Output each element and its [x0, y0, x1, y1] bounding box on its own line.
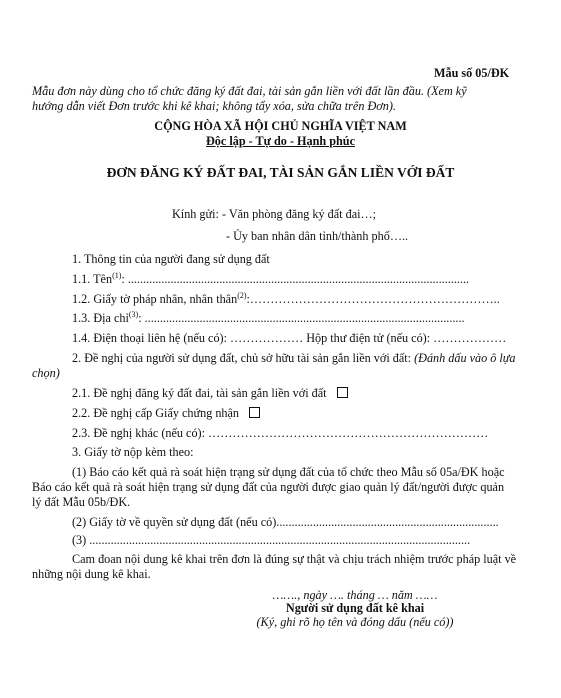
intro-line-2: hướng dẫn viết Đơn trước khi kê khai; không tẩy xóa, sửa chữa trên Đơn).	[32, 99, 396, 113]
attachment-1-line-1: (1) Báo cáo kết quả rà soát hiện trạng sử dụng đất của tổ chức theo Mẫu số 05a/ĐK hoặc	[72, 465, 505, 479]
section-3-title: 3. Giấy tờ nộp kèm theo:	[72, 445, 194, 459]
section-2-title-text: 2. Đề nghị của người sử dụng đất, chủ sở hữu tài sản gắn liền với đất:	[72, 351, 415, 365]
field-address-label: 1.3. Địa chỉ	[72, 311, 129, 325]
option-2-2-checkbox[interactable]	[249, 407, 260, 418]
section-1-title: 1. Thông tin của người đang sử dụng đất	[72, 252, 270, 266]
document-title: ĐƠN ĐĂNG KÝ ĐẤT ĐAI, TÀI SẢN GẮN LIỀN VỚI ĐẤT	[106, 165, 455, 180]
commitment-line-1: Cam đoan nội dung kê khai trên đơn là đúng sự thật và chịu trách nhiệm trước pháp luật về	[72, 552, 517, 566]
footnote-1: (1)	[112, 270, 122, 280]
option-2-2-label: 2.2. Đề nghị cấp Giấy chứng nhận	[72, 406, 240, 420]
footnote-3: (3)	[128, 309, 139, 319]
section-2-title-hint-cont: chọn)	[32, 366, 60, 380]
recipient-line-1: Kính gửi: - Văn phòng đăng ký đất đai…;	[172, 207, 377, 221]
signer-title: Người sử dụng đất kê khai	[285, 601, 425, 615]
field-legal-docs-row	[72, 292, 500, 307]
motto: Độc lập - Tự do - Hạnh phúc	[206, 134, 355, 148]
option-2-3-row[interactable]: 2.3. Đề nghị khác (nếu có): ……………………………………………………………	[72, 426, 489, 440]
form-code: Mẫu số 05/ĐK	[434, 66, 510, 80]
field-name-fill[interactable]: : ................................................................................................................	[121, 272, 470, 286]
option-2-2-row	[72, 406, 260, 421]
attachment-1-line-2: Báo cáo kết quả rà soát hiện trạng sử dụng đất của người được giao quản lý đất/người được quản	[32, 480, 505, 494]
field-legal-docs-fill[interactable]: :……………………………………………………..	[246, 292, 500, 306]
field-name-row	[72, 272, 469, 287]
field-address-row	[72, 311, 465, 326]
attachment-1-line-3: lý đất Mẫu 05b/ĐK.	[32, 495, 131, 509]
section-2-title-hint: (Đánh dấu vào ô lựa	[414, 351, 516, 365]
nation-title: CỘNG HÒA XÃ HỘI CHỦ NGHĨA VIỆT NAM	[154, 119, 407, 133]
field-name-label: 1.1. Tên	[72, 272, 113, 286]
option-2-1-row	[72, 386, 348, 401]
attachment-2[interactable]: (2) Giấy tờ về quyền sử dụng đất (nếu có).........................................................................	[72, 515, 499, 529]
section-2-title	[72, 351, 516, 366]
intro-line-1: Mẫu đơn này dùng cho tổ chức đăng ký đất đai, tài sản gắn liền với đất lần đầu. (Xem kỹ	[32, 84, 467, 98]
attachment-3[interactable]: (3) .............................................................................................................................	[72, 533, 471, 547]
option-2-1-label: 2.1. Đề nghị đăng ký đất đai, tài sản gắn liền với đất	[72, 386, 327, 400]
field-contact-row[interactable]: 1.4. Điện thoại liên hệ (nếu có): ……………… Hộp thư điện tử (nếu có): ………………	[72, 331, 507, 345]
option-2-1-checkbox[interactable]	[337, 387, 348, 398]
field-address-fill[interactable]: : .........................................................................................................	[138, 311, 465, 325]
signer-note: (Ký, ghi rõ họ tên và đóng dấu (nếu có))	[256, 615, 454, 629]
date-line[interactable]: ……., ngày …. tháng … năm ……	[272, 588, 438, 602]
field-legal-docs-label: 1.2. Giấy tờ pháp nhân, nhân thân	[72, 292, 238, 306]
footnote-2: (2)	[237, 290, 247, 300]
recipient-line-2: - Ủy ban nhân dân tỉnh/thành phố…..	[226, 229, 409, 243]
commitment-line-2: những nội dung kê khai.	[32, 567, 151, 581]
